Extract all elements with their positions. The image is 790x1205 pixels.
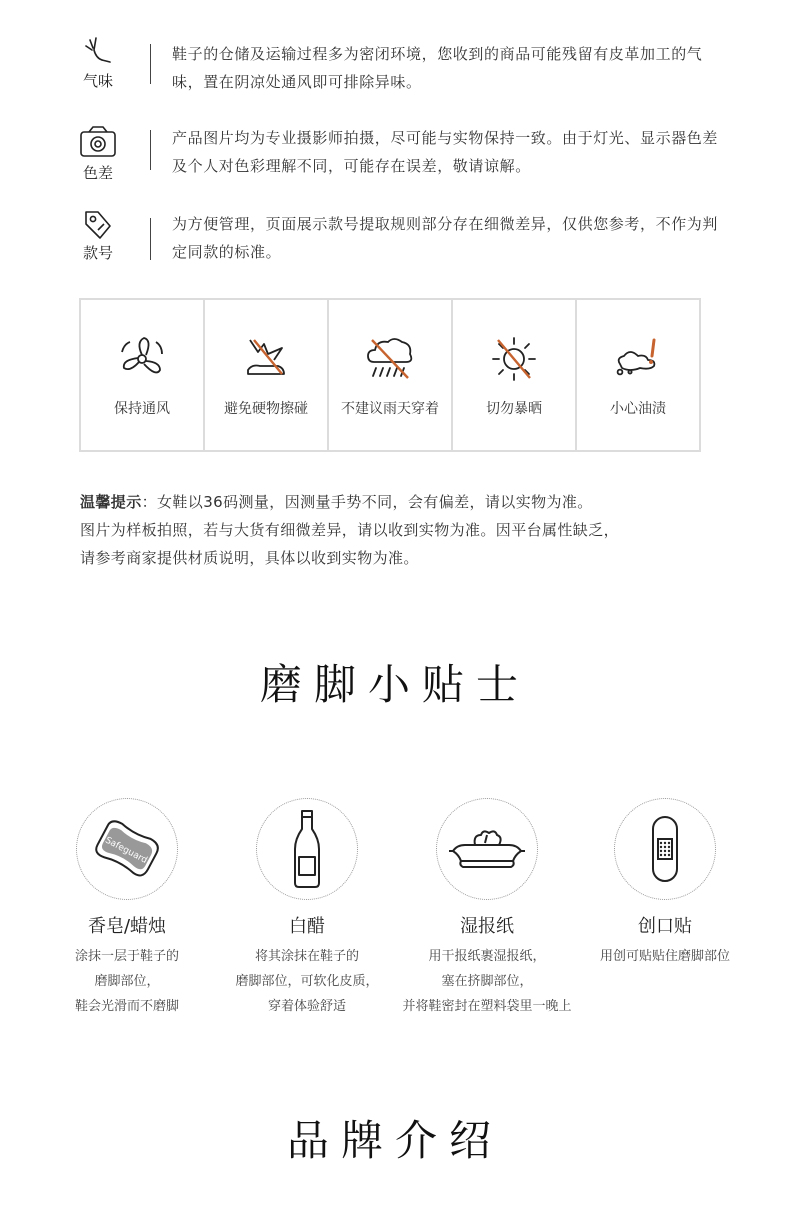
care-cell-avoid-scratch bbox=[205, 300, 329, 450]
remedy-name: 湿报纸 bbox=[460, 916, 514, 937]
notice-label: 气味 bbox=[82, 72, 113, 90]
care-cell-no-sun bbox=[453, 300, 577, 450]
soap-brand-text: Safeguard bbox=[103, 835, 149, 867]
section-title-blister-tips: 磨脚小贴士 bbox=[259, 660, 530, 709]
remedy-name: 创口贴 bbox=[638, 916, 692, 937]
remedy-description bbox=[22, 944, 232, 1019]
camera-icon bbox=[76, 124, 120, 160]
tips-line-1 bbox=[80, 488, 720, 516]
no-scratch-icon bbox=[238, 334, 294, 384]
notice-text: 为方便管理，页面展示款号提取规则部分存在细微差异，仅供您参考，不作为判定同款的标准。 bbox=[172, 215, 719, 261]
tissue-box-icon bbox=[437, 799, 537, 899]
care-label: 不建议雨天穿着 bbox=[341, 401, 439, 417]
care-label: 保持通风 bbox=[114, 401, 170, 417]
smell-icon bbox=[76, 36, 120, 72]
notice-text: 鞋子的仓储及运输过程多为密闭环境，您收到的商品可能残留有皮革加工的气味，置在阴凉处通风即可排除异味。 bbox=[172, 45, 703, 91]
notice-color bbox=[0, 124, 790, 214]
remedy-desc-line: 涂抹一层于鞋子的 bbox=[74, 949, 179, 964]
remedy-desc-line: 用干报纸裹湿报纸， bbox=[428, 949, 546, 964]
divider bbox=[150, 130, 151, 170]
remedy-name: 香皂/蜡烛 bbox=[87, 916, 167, 937]
notice-text: 产品图片均为专业摄影师拍摄，尽可能与实物保持一致。由于灯光、显示器色差及个人对色彩理解不同，可能存在误差，敬请谅解。 bbox=[172, 129, 719, 175]
divider bbox=[150, 218, 151, 260]
remedy-desc-line: 用创可贴贴住磨脚部位 bbox=[599, 949, 730, 964]
notice-label: 色差 bbox=[82, 164, 113, 182]
notice-style-number bbox=[0, 208, 790, 298]
remedy-desc-line: 磨脚部位，可软化皮质， bbox=[235, 974, 379, 989]
remedy-circle bbox=[256, 798, 358, 900]
remedy-desc-line: 塞在挤脚部位， bbox=[441, 974, 533, 989]
remedy-desc-line: 将其涂抹在鞋子的 bbox=[254, 949, 359, 964]
oil-stain-icon bbox=[610, 334, 666, 384]
tips-line-2: 图片为样板拍照，若与大货有细微差异，请以收到实物为准。因平台属性缺乏， bbox=[80, 521, 620, 539]
notice-smell bbox=[0, 36, 790, 126]
tips-block bbox=[80, 488, 720, 572]
remedy-desc-line: 鞋会光滑而不磨脚 bbox=[74, 999, 179, 1014]
care-cell-ventilate bbox=[81, 300, 205, 450]
remedy-name: 白醋 bbox=[289, 916, 325, 937]
remedy-desc-line: 并将鞋密封在塑料袋里一晚上 bbox=[402, 999, 572, 1014]
vinegar-bottle-icon bbox=[257, 799, 357, 899]
remedy-desc-line: 磨脚部位， bbox=[94, 974, 160, 989]
tips-text: ：女鞋以36码测量，因测量手势不同，会有偏差，请以实物为准。 bbox=[141, 493, 593, 511]
remedy-description bbox=[202, 944, 412, 1019]
remedy-circle bbox=[436, 798, 538, 900]
remedy-circle bbox=[614, 798, 716, 900]
tag-icon bbox=[76, 208, 120, 244]
tips-title: 温馨提示 bbox=[80, 493, 142, 511]
fan-icon bbox=[114, 334, 170, 384]
care-cell-no-rain bbox=[329, 300, 453, 450]
remedy-desc-line: 穿着体验舒适 bbox=[267, 999, 346, 1014]
care-label: 避免硬物擦碰 bbox=[224, 401, 308, 417]
remedy-circle bbox=[76, 798, 178, 900]
remedy-description bbox=[560, 944, 770, 969]
section-title-brand-intro: 品牌介绍 bbox=[286, 1116, 503, 1165]
divider bbox=[150, 44, 151, 84]
care-label: 切勿暴晒 bbox=[486, 401, 542, 417]
tips-line-3: 请参考商家提供材质说明，具体以收到实物为准。 bbox=[80, 549, 419, 567]
care-instructions-table bbox=[79, 298, 701, 452]
soap-icon bbox=[77, 799, 177, 899]
care-label: 小心油渍 bbox=[610, 401, 666, 417]
no-sun-icon bbox=[486, 334, 542, 384]
bandage-icon bbox=[615, 799, 715, 899]
care-cell-oil-stain bbox=[577, 300, 699, 450]
no-rain-icon bbox=[362, 334, 418, 384]
notice-label: 款号 bbox=[82, 244, 113, 262]
